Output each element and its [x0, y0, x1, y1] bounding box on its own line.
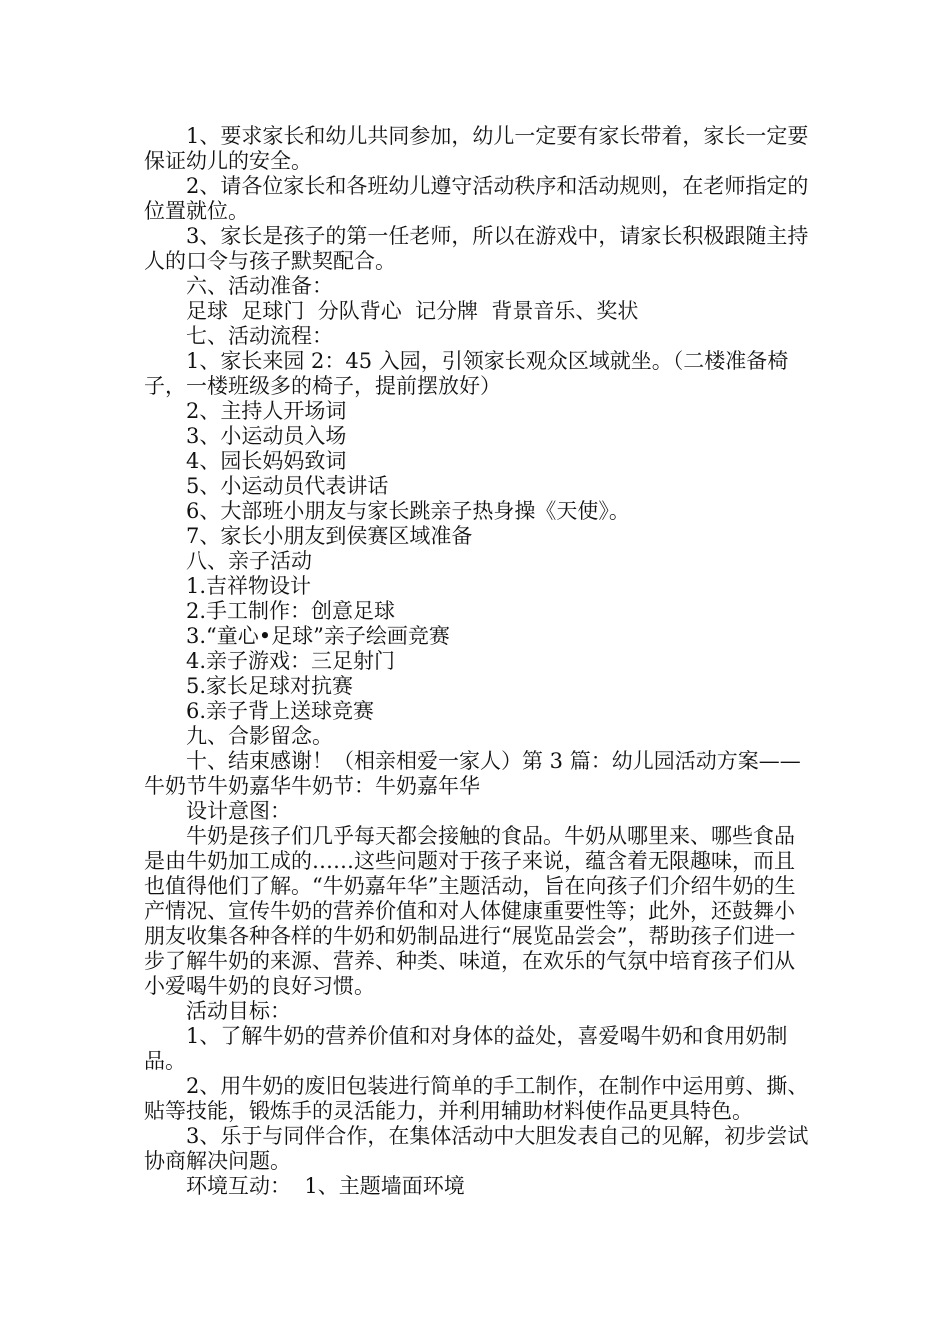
- paragraph: 九、合影留念。: [186, 724, 333, 748]
- paragraph: 1、家长来园 2：45 入园，引领家长观众区域就坐。（二楼准备椅子，一楼班级多的椅子，提前摆放好）: [144, 349, 789, 398]
- paragraph: 2、请各位家长和各班幼儿遵守活动秩序和活动规则，在老师指定的位置就位。: [144, 174, 809, 223]
- paragraph: 1、了解牛奶的营养价值和对身体的益处，喜爱喝牛奶和食用奶制品。: [144, 1024, 788, 1073]
- paragraph: 六、活动准备：: [186, 274, 333, 298]
- paragraph: 八、亲子活动: [186, 549, 312, 573]
- paragraph: 4.亲子游戏：三足射门: [186, 649, 396, 673]
- paragraph: 1、要求家长和幼儿共同参加，幼儿一定要有家长带着，家长一定要保证幼儿的安全。: [144, 124, 809, 173]
- paragraph: 足球 足球门 分队背心 记分牌 背景音乐、奖状: [186, 299, 639, 323]
- paragraph: 6、大部班小朋友与家长跳亲子热身操《天使》。: [186, 499, 630, 523]
- paragraph: 牛奶是孩子们几乎每天都会接触的食品。牛奶从哪里来、哪些食品是由牛奶加工成的……这些问题对于孩子来说，蕴含着无限趣味，而且也值得他们了解。“牛奶嘉年华”主题活动，旨在向孩子们介绍牛奶的生产情况、宣传牛奶的营养价值和对人体健康重要性等；此外，还鼓舞小朋友收集各种各样的牛奶和奶制品进行“展览品尝会”，帮助孩子们进一步了解牛奶的来源、营养、种类、味道，在欢乐的气氛中培育孩子们从小爱喝牛奶的良好习惯。: [144, 824, 796, 998]
- paragraph: 活动目标：: [186, 999, 291, 1023]
- paragraph: 十、结束感谢！（相亲相爱一家人）第 3 篇：幼儿园活动方案——牛奶节牛奶嘉华牛奶节：牛奶嘉年华: [144, 749, 801, 798]
- paragraph: 设计意图：: [186, 799, 291, 823]
- document-page: [144, 124, 814, 1199]
- paragraph: 5、小运动员代表讲话: [186, 474, 389, 498]
- paragraph: 3、乐于与同伴合作，在集体活动中大胆发表自己的见解，初步尝试协商解决问题。: [144, 1124, 809, 1173]
- paragraph: 7、家长小朋友到侯赛区域准备: [186, 524, 473, 548]
- paragraph: 2、用牛奶的废旧包装进行简单的手工制作，在制作中运用剪、撕、贴等技能，锻炼手的灵活能力，并利用辅助材料使作品更具特色。: [144, 1074, 809, 1123]
- paragraph: 3、小运动员入场: [186, 424, 347, 448]
- paragraph: 5.家长足球对抗赛: [186, 674, 354, 698]
- paragraph: 七、活动流程：: [186, 324, 333, 348]
- paragraph: 2、主持人开场词: [186, 399, 347, 423]
- paragraph: 3.“童心•足球”亲子绘画竞赛: [186, 624, 450, 648]
- paragraph: 4、园长妈妈致词: [186, 449, 347, 473]
- paragraph: 3、家长是孩子的第一任老师，所以在游戏中，请家长积极跟随主持人的口令与孩子默契配合。: [144, 224, 809, 273]
- paragraph: 环境互动： 1、主题墙面环境: [186, 1174, 465, 1198]
- paragraph: 6.亲子背上送球竞赛: [186, 699, 375, 723]
- paragraph: 2.手工制作：创意足球: [186, 599, 396, 623]
- paragraph: 1.吉祥物设计: [186, 574, 312, 598]
